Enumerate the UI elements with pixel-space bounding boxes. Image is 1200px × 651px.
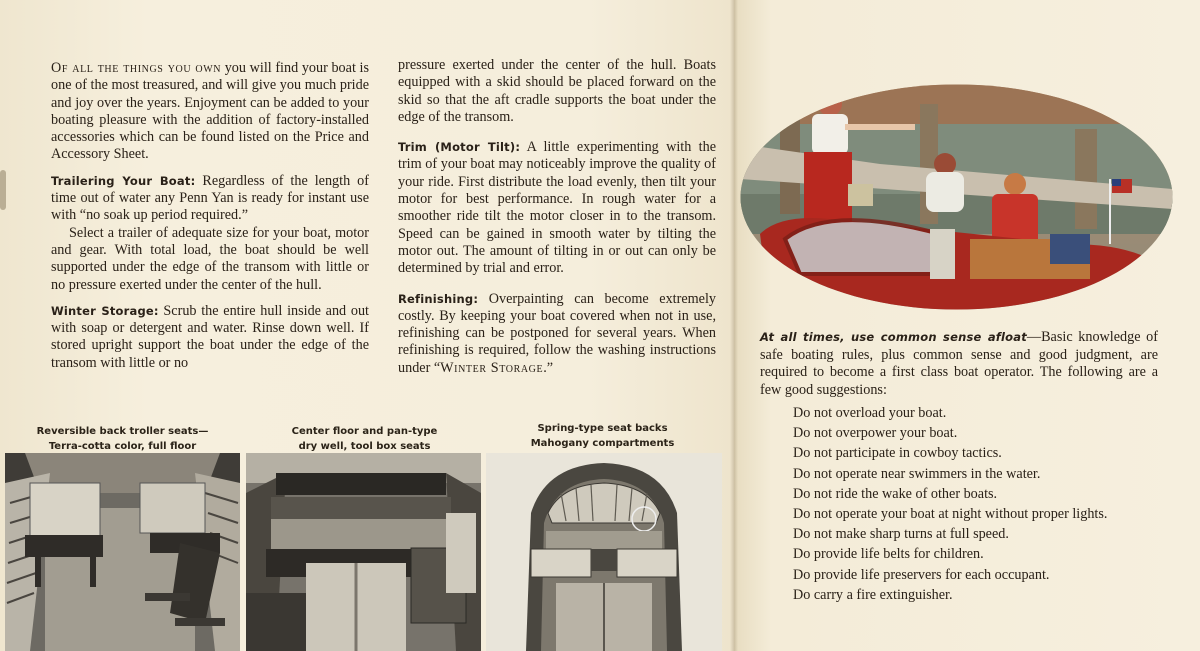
caption-center-floor — [262, 424, 467, 454]
list-item: Do provide life belts for children. — [793, 546, 984, 563]
trailer-select-paragraph: Select a trailer of adequate size for your boat, motor and gear. With total load, the boat should be well supported under the edge of the transom with little or no pressure exerted under the center of the hull. — [51, 224, 369, 293]
common-sense-body: —Basic knowledge of safe boating rules, plus common sense and good judgment, are required to become a first class boat operator. The following are a few good suggestions: — [760, 329, 1159, 398]
list-item: Do not make sharp turns at full speed. — [793, 526, 1009, 543]
trim-body: A little experimenting with the trim of your boat may noticeably improve the quality of your ride. First distribute the load evenly, then tilt your motor for best performance. In rough water for a smoother ride tilt the motor closer in to the transom. Speed can be gained in smooth water by tilting the motor out. The amount of tilting in or out can only be determined by trial and error. — [398, 139, 716, 277]
family-boat-photo — [740, 84, 1173, 310]
intro-body: you will find your boat is one of the most treasured, and will give you much pride and joy over the years. Enjoyment can be added to your boating pleasure with the addition of factory-installed accessories which can be found listed on the Price and Accessory Sheet. — [51, 60, 369, 163]
refinish-reference: Winter Storage — [440, 359, 544, 376]
photo-seat-backs — [486, 453, 722, 651]
caption-line: Mahogany compartments — [530, 438, 675, 449]
list-item: Do carry a fire extinguisher. — [793, 586, 953, 603]
text-column-1 — [51, 60, 369, 381]
trailering-body: Regardless of the length of time out of water any Penn Yan is ready for instant use with “no soak up period required.” — [51, 172, 369, 224]
photo-center-floor — [246, 453, 481, 651]
trim-heading: Trim (Motor Tilt): — [398, 140, 521, 155]
list-item: Do not ride the wake of other boats. — [793, 485, 998, 502]
list-item: Do provide life preservers for each occupant. — [793, 566, 1050, 583]
refinish-heading: Refinishing: — [398, 291, 479, 306]
winter-body: Scrub the entire hull inside and out with soap or detergent and water. Rinse down well. If stored upright support the boat under the edge of the transom with little or no — [51, 302, 369, 371]
caption-line: Terra-cotta color, full floor — [48, 441, 197, 452]
list-item: Do not operate near swimmers in the water. — [793, 465, 1041, 482]
caption-seat-backs — [500, 421, 705, 451]
intro-paragraph — [51, 60, 369, 164]
list-item: Do not overpower your boat. — [793, 425, 958, 442]
refinish-body: Overpainting can become extremely costly. By keeping your boat covered when not in use, refinishing can be postponed for several years. When refinishing is required, follow the washing instructions under “ — [398, 290, 716, 376]
caption-line: Spring-type seat backs — [537, 423, 668, 434]
caption-line: Center floor and pan-type — [291, 426, 438, 437]
common-sense-heading: At all times, use common sense afloat — [760, 330, 1027, 344]
refinish-end: .” — [543, 359, 554, 376]
common-sense-paragraph — [760, 329, 1158, 399]
photo-troller-seats — [5, 453, 240, 651]
intro-lead: Of all the things you own — [51, 60, 222, 76]
trailering-paragraph — [51, 173, 369, 225]
list-item: Do not overload your boat. — [793, 405, 947, 421]
refinish-paragraph — [398, 291, 716, 377]
list-item: Do not participate in cowboy tactics. — [793, 445, 1002, 462]
caption-line: Reversible back troller seats— — [36, 426, 209, 437]
binding-mark — [0, 170, 6, 210]
caption-troller-seats — [20, 424, 225, 454]
page-gutter — [730, 0, 738, 651]
text-column-2 — [398, 57, 716, 386]
caption-line: dry well, tool box seats — [298, 441, 431, 452]
trailering-heading: Trailering Your Boat: — [51, 173, 196, 188]
winter-paragraph — [51, 303, 369, 372]
trim-paragraph — [398, 139, 716, 277]
list-item: Do not operate your boat at night without proper lights. — [793, 506, 1108, 523]
continued-paragraph: pressure exerted under the center of the hull. Boats equipped with a skid should be placed forward on the skid so that the aft cradle supports the boat under the edge of the transom. — [398, 57, 716, 125]
winter-heading: Winter Storage: — [51, 303, 159, 318]
safety-tips-list — [793, 403, 1173, 605]
